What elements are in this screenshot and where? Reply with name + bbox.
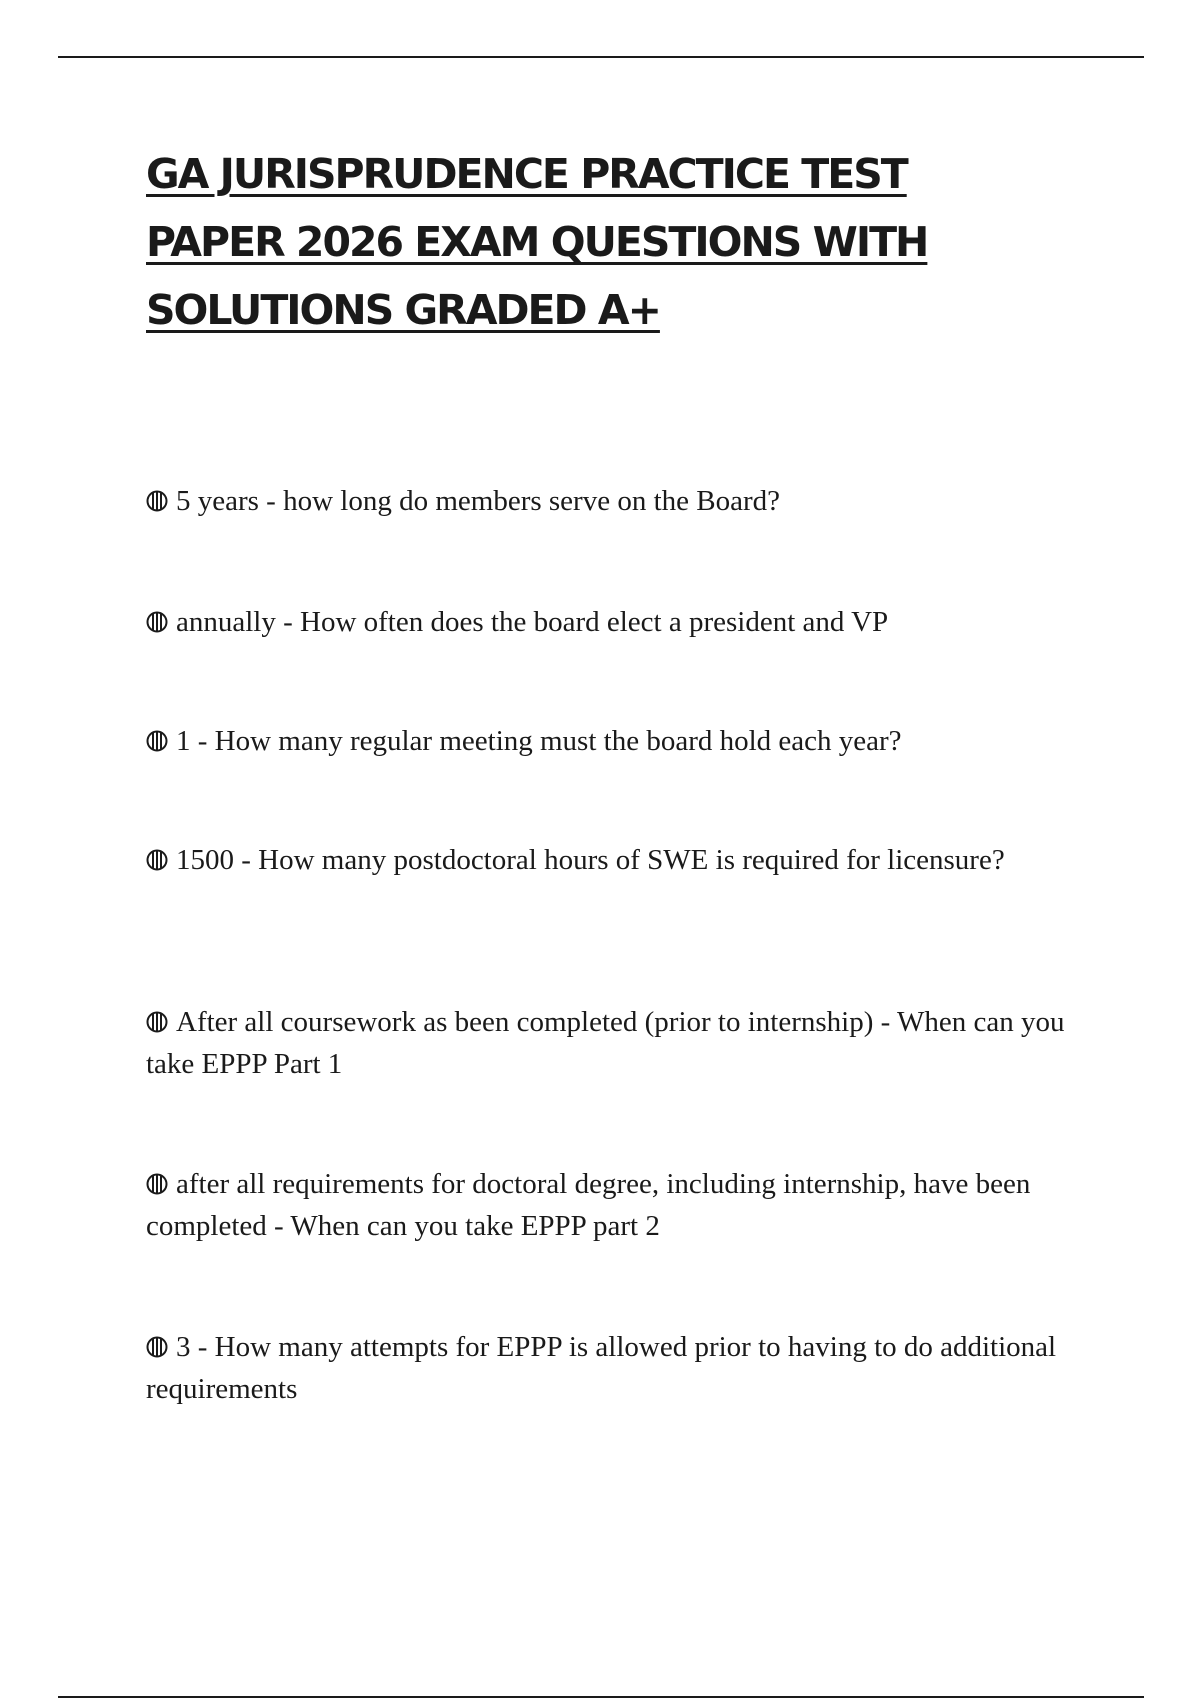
striped-circle-bullet-icon: [146, 849, 168, 871]
striped-circle-bullet-icon: [146, 730, 168, 752]
top-rule: [58, 56, 1144, 58]
striped-circle-bullet-icon: [146, 490, 168, 512]
item-text: 1500 - How many postdoctoral hours of SWE is required for licensure?: [176, 844, 1005, 876]
list-item: [146, 1001, 1076, 1085]
list-item: [146, 720, 1076, 762]
item-text: After all coursework as been completed (prior to internship) - When can you take EPPP Part 1: [146, 1006, 1065, 1080]
item-text: after all requirements for doctoral degree, including internship, have been completed - When can you take EPPP part 2: [146, 1168, 1031, 1242]
item-text: 3 - How many attempts for EPPP is allowed prior to having to do additional requirements: [146, 1331, 1057, 1405]
document-title: GA JURISPRUDENCE PRACTICE TEST PAPER 2026 EXAM QUESTIONS WITH SOLUTIONS GRADED A+: [146, 150, 928, 334]
list-item: [146, 1326, 1076, 1410]
list-item: [146, 480, 1076, 522]
bottom-rule: [58, 1696, 1144, 1698]
item-text: 1 - How many regular meeting must the board hold each year?: [176, 725, 902, 757]
list-item: [146, 839, 1076, 881]
striped-circle-bullet-icon: [146, 1173, 168, 1195]
list-item: [146, 601, 1076, 643]
item-text: annually - How often does the board elect a president and VP: [176, 606, 889, 638]
striped-circle-bullet-icon: [146, 611, 168, 633]
item-text: 5 years - how long do members serve on the Board?: [176, 485, 781, 517]
striped-circle-bullet-icon: [146, 1336, 168, 1358]
striped-circle-bullet-icon: [146, 1011, 168, 1033]
list-item: [146, 1163, 1076, 1247]
